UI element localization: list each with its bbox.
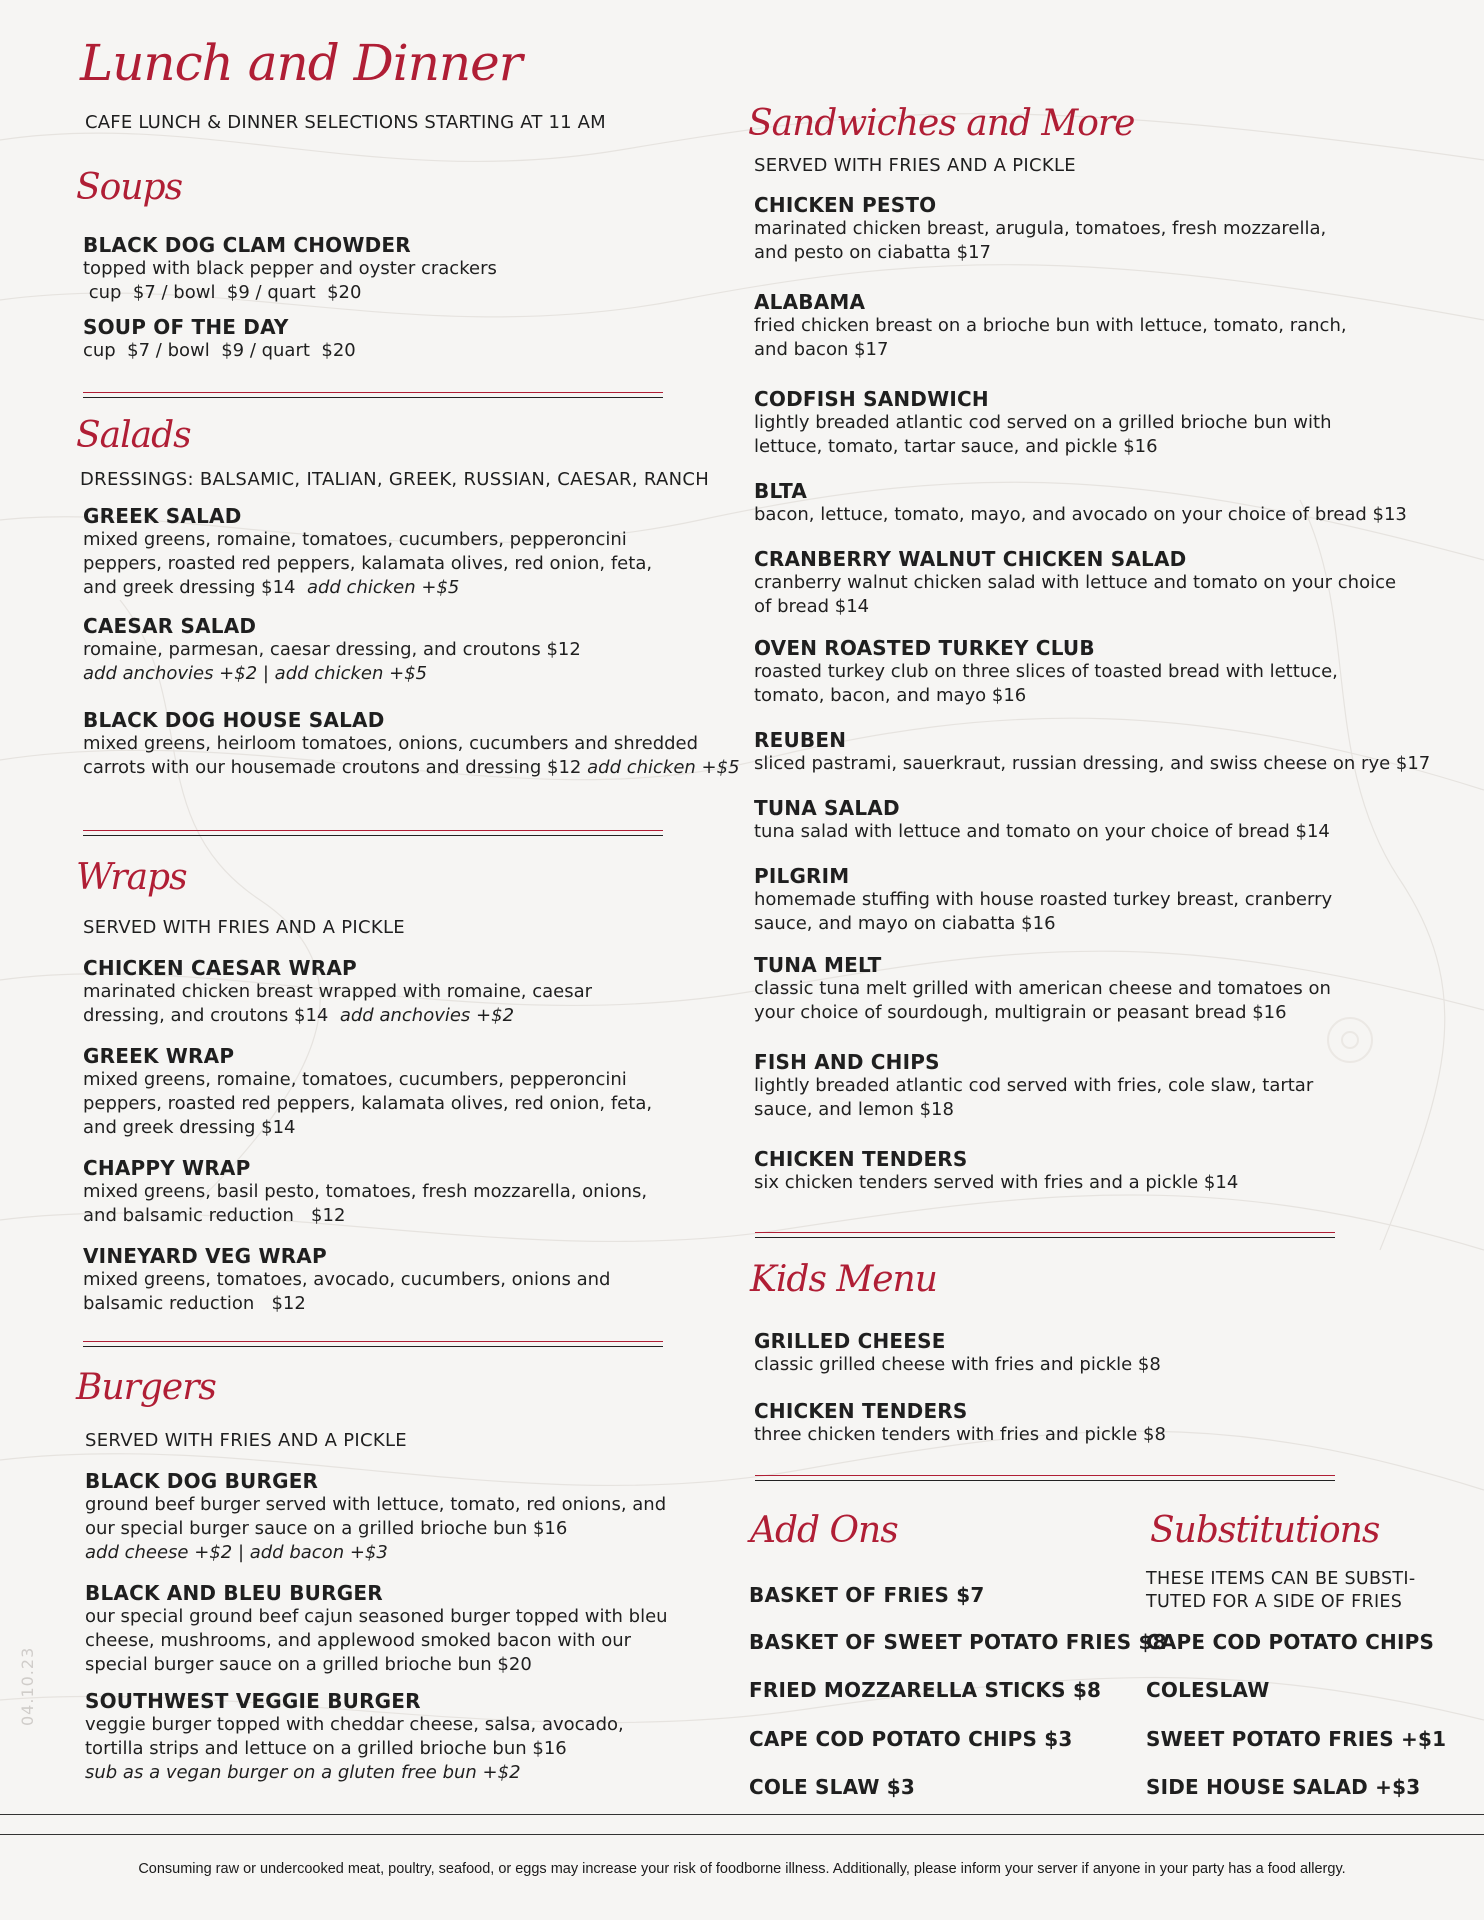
item-description-with-extra — [83, 756, 743, 780]
item-name: BLACK DOG BURGER — [85, 1469, 319, 1493]
substitution-item: COLESLAW — [1146, 1678, 1270, 1702]
item-description: mixed greens, romaine, tomatoes, cucumbers, pepperoncini — [83, 1069, 627, 1090]
item-description: veggie burger topped with cheddar cheese, salsa, avocado, — [85, 1714, 624, 1735]
allergy-disclaimer: Consuming raw or undercooked meat, poultry, seafood, or eggs may increase your risk of foodborne illness. Additionally, please inform your server if anyone in your party has a food allergy. — [138, 1861, 1346, 1877]
item-description: dressing, and croutons $14 — [83, 1005, 329, 1026]
note-line: THESE ITEMS CAN BE SUBSTI- — [1146, 1569, 1416, 1589]
item-extra: add anchovies +$2 — [339, 1005, 515, 1026]
item-description: topped with black pepper and oyster crackers — [83, 258, 497, 279]
soup-item — [83, 233, 733, 305]
item-description: your choice of sourdough, multigrain or peasant bread $16 — [754, 1002, 1287, 1023]
kids-menu-title: Kids Menu — [750, 1259, 937, 1300]
item-description: sauce, and lemon $18 — [754, 1099, 954, 1120]
substitution-item: SWEET POTATO FRIES +$1 — [1146, 1727, 1447, 1751]
sandwich-item — [754, 547, 1454, 619]
burgers-section — [85, 1469, 745, 1785]
item-name: CHICKEN PESTO — [754, 193, 937, 217]
sandwich-item — [754, 290, 1454, 362]
item-description: mixed greens, romaine, tomatoes, cucumbers, pepperoncini — [83, 529, 627, 550]
add-on-item: CAPE COD POTATO CHIPS $3 — [749, 1727, 1073, 1751]
soup-item — [83, 315, 733, 363]
sandwiches-note: SERVED WITH FRIES AND A PICKLE — [754, 155, 1076, 176]
footer-rule-top — [0, 1814, 1484, 1815]
soups-title: Soups — [76, 167, 183, 208]
item-price: cup $7 / bowl $9 / quart $20 — [83, 340, 356, 361]
item-name: CHICKEN TENDERS — [754, 1147, 968, 1171]
add-on-item: FRIED MOZZARELLA STICKS $8 — [749, 1678, 1102, 1702]
substitution-item: CAPE COD POTATO CHIPS — [1146, 1630, 1435, 1654]
item-name: BLACK DOG HOUSE SALAD — [83, 708, 385, 732]
salads-title: Salads — [76, 415, 191, 456]
salad-item — [83, 504, 743, 600]
item-description: tortilla strips and lettuce on a grilled brioche bun $16 — [85, 1738, 567, 1759]
item-description: mixed greens, basil pesto, tomatoes, fresh mozzarella, onions, — [83, 1181, 648, 1202]
sandwich-item — [754, 728, 1454, 776]
section-divider — [83, 1341, 663, 1347]
item-name: BLACK AND BLEU BURGER — [85, 1581, 383, 1605]
substitutions-note — [1146, 1568, 1415, 1614]
item-description: six chicken tenders served with fries and a pickle $14 — [754, 1172, 1239, 1193]
item-extra: sub as a vegan burger on a gluten free bun +$2 — [85, 1762, 521, 1783]
section-divider — [755, 1232, 1335, 1238]
item-description: marinated chicken breast, arugula, tomatoes, fresh mozzarella, — [754, 218, 1327, 239]
item-name: OVEN ROASTED TURKEY CLUB — [754, 636, 1095, 660]
item-description: homemade stuffing with house roasted turkey breast, cranberry — [754, 889, 1333, 910]
item-name: CAESAR SALAD — [83, 614, 257, 638]
item-description: sauce, and mayo on ciabatta $16 — [754, 913, 1056, 934]
item-description: tomato, bacon, and mayo $16 — [754, 685, 1027, 706]
item-description: peppers, roasted red peppers, kalamata olives, red onion, feta, — [83, 553, 653, 574]
item-name: REUBEN — [754, 728, 847, 752]
item-extra: add anchovies +$2 | add chicken +$5 — [83, 663, 428, 684]
salads-dressings-note: DRESSINGS: BALSAMIC, ITALIAN, GREEK, RUSSIAN, CAESAR, RANCH — [80, 469, 710, 490]
item-description: our special ground beef cajun seasoned burger topped with bleu — [85, 1606, 668, 1627]
sandwich-item — [754, 953, 1454, 1025]
item-description: bacon, lettuce, tomato, mayo, and avocado on your choice of bread $13 — [754, 504, 1407, 525]
item-description: lightly breaded atlantic cod served on a grilled brioche bun with — [754, 412, 1332, 433]
sandwich-item — [754, 479, 1454, 527]
item-name: BLACK DOG CLAM CHOWDER — [83, 233, 411, 257]
item-description: our special burger sauce on a grilled brioche bun $16 — [85, 1518, 568, 1539]
sandwiches-title: Sandwiches and More — [748, 103, 1135, 144]
salads-section — [83, 504, 743, 780]
sandwich-item — [754, 796, 1454, 844]
item-description: lettuce, tomato, tartar sauce, and pickle $16 — [754, 436, 1158, 457]
item-name: GREEK WRAP — [83, 1044, 235, 1068]
item-description: special burger sauce on a grilled brioche bun $20 — [85, 1654, 532, 1675]
item-name: BLTA — [754, 479, 808, 503]
item-description: ground beef burger served with lettuce, tomato, red onions, and — [85, 1494, 667, 1515]
item-name: CHAPPY WRAP — [83, 1156, 251, 1180]
item-description: classic grilled cheese with fries and pickle $8 — [754, 1354, 1161, 1375]
sandwiches-section — [754, 193, 1454, 1195]
item-description: and bacon $17 — [754, 339, 889, 360]
sandwich-item — [754, 864, 1454, 936]
item-name: TUNA SALAD — [754, 796, 900, 820]
item-description: and greek dressing $14 — [83, 577, 296, 598]
wraps-section — [83, 956, 743, 1316]
add-on-item: COLE SLAW $3 — [749, 1775, 916, 1799]
item-description: roasted turkey club on three slices of toasted bread with lettuce, — [754, 661, 1338, 682]
item-extra: add cheese +$2 | add bacon +$3 — [85, 1542, 388, 1563]
wraps-title: Wraps — [76, 857, 187, 898]
soups-section — [83, 233, 733, 363]
add-on-item: BASKET OF SWEET POTATO FRIES $8 — [749, 1630, 1167, 1654]
item-description: marinated chicken breast wrapped with romaine, caesar — [83, 981, 593, 1002]
section-divider — [83, 392, 663, 398]
item-description: of bread $14 — [754, 596, 870, 617]
item-name: VINEYARD VEG WRAP — [83, 1244, 327, 1268]
wrap-item — [83, 1244, 743, 1316]
item-name: SOUP OF THE DAY — [83, 315, 289, 339]
item-extra: add chicken +$5 — [306, 577, 460, 598]
item-description: carrots with our housemade croutons and dressing $12 — [83, 757, 582, 778]
item-description: cranberry walnut chicken salad with lettuce and tomato on your choice — [754, 572, 1397, 593]
kids-item — [754, 1329, 1454, 1377]
burger-item — [85, 1469, 745, 1565]
page-subtitle: CAFE LUNCH & DINNER SELECTIONS STARTING AT 11 AM — [85, 112, 606, 133]
item-description: cheese, mushrooms, and applewood smoked bacon with our — [85, 1630, 632, 1651]
item-name: CHICKEN CAESAR WRAP — [83, 956, 357, 980]
item-description: peppers, roasted red peppers, kalamata olives, red onion, feta, — [83, 1093, 653, 1114]
item-description: mixed greens, tomatoes, avocado, cucumbers, onions and — [83, 1269, 611, 1290]
item-description: romaine, parmesan, caesar dressing, and croutons $12 — [83, 639, 581, 660]
item-name: ALABAMA — [754, 290, 866, 314]
burgers-title: Burgers — [76, 1367, 216, 1408]
sandwich-item — [754, 193, 1454, 265]
item-name: CRANBERRY WALNUT CHICKEN SALAD — [754, 547, 1187, 571]
item-description: classic tuna melt grilled with american cheese and tomatoes on — [754, 978, 1331, 999]
item-description: mixed greens, heirloom tomatoes, onions, cucumbers and shredded — [83, 733, 699, 754]
item-description: balsamic reduction $12 — [83, 1293, 306, 1314]
item-name: PILGRIM — [754, 864, 850, 888]
item-price: cup $7 / bowl $9 / quart $20 — [83, 282, 362, 303]
kids-section — [754, 1329, 1454, 1447]
burgers-note: SERVED WITH FRIES AND A PICKLE — [85, 1430, 407, 1451]
page-title: Lunch and Dinner — [80, 34, 522, 92]
item-description: lightly breaded atlantic cod served with fries, cole slaw, tartar — [754, 1075, 1314, 1096]
sandwich-item — [754, 387, 1454, 459]
add-on-item: BASKET OF FRIES $7 — [749, 1583, 985, 1607]
section-divider — [83, 830, 663, 836]
salad-item — [83, 708, 743, 780]
item-name: SOUTHWEST VEGGIE BURGER — [85, 1689, 421, 1713]
wrap-item — [83, 1044, 743, 1140]
burger-item — [85, 1581, 745, 1677]
section-divider — [755, 1475, 1335, 1481]
wrap-item — [83, 956, 743, 1028]
item-description: and pesto on ciabatta $17 — [754, 242, 992, 263]
item-description: and balsamic reduction $12 — [83, 1205, 346, 1226]
item-name: CHICKEN TENDERS — [754, 1399, 968, 1423]
substitutions-title: Substitutions — [1150, 1510, 1380, 1551]
left-column — [80, 34, 730, 133]
item-description: and greek dressing $14 — [83, 1117, 296, 1138]
kids-item — [754, 1399, 1454, 1447]
footer-rule-bottom — [0, 1834, 1484, 1835]
item-name: GRILLED CHEESE — [754, 1329, 946, 1353]
sandwich-item — [754, 636, 1454, 708]
date-stamp: 04.10.23 — [18, 1646, 37, 1726]
substitution-item: SIDE HOUSE SALAD +$3 — [1146, 1775, 1421, 1799]
item-description: tuna salad with lettuce and tomato on your choice of bread $14 — [754, 821, 1330, 842]
item-description: fried chicken breast on a brioche bun with lettuce, tomato, ranch, — [754, 315, 1347, 336]
note-line: TUTED FOR A SIDE OF FRIES — [1146, 1592, 1403, 1612]
item-description-with-extra — [83, 576, 743, 600]
sandwich-item — [754, 1147, 1454, 1195]
item-name: CODFISH SANDWICH — [754, 387, 989, 411]
item-name: GREEK SALAD — [83, 504, 242, 528]
item-description-with-extra — [83, 1004, 743, 1028]
item-description: three chicken tenders with fries and pickle $8 — [754, 1424, 1166, 1445]
item-description: sliced pastrami, sauerkraut, russian dressing, and swiss cheese on rye $17 — [754, 753, 1431, 774]
add-ons-title: Add Ons — [750, 1510, 898, 1551]
sandwich-item — [754, 1050, 1454, 1122]
item-name: FISH AND CHIPS — [754, 1050, 940, 1074]
item-extra: add chicken +$5 — [587, 757, 740, 778]
wrap-item — [83, 1156, 743, 1228]
item-name: TUNA MELT — [754, 953, 882, 977]
burger-item — [85, 1689, 745, 1785]
salad-item — [83, 614, 743, 686]
wraps-note: SERVED WITH FRIES AND A PICKLE — [83, 917, 405, 938]
